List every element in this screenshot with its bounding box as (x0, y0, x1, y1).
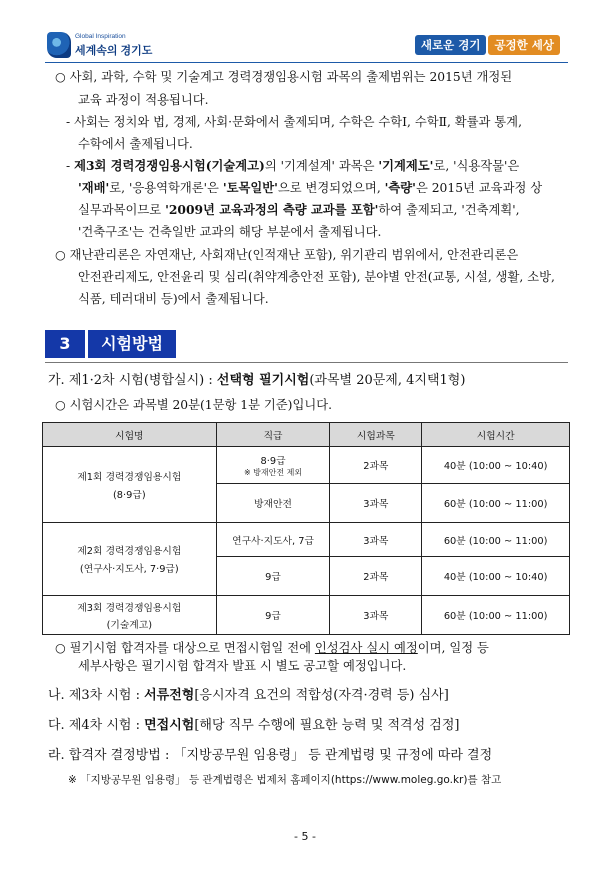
interview-note-line-2: 세부사항은 필기시험 합격자 발표 시 별도 공고할 예정입니다. (78, 659, 407, 673)
exam-name-cell: 제1회 경력경쟁임용시험 (8·9급) (43, 447, 217, 523)
col-header-time: 시험시간 (422, 423, 570, 447)
da-heading: 다. 제4차 시험 : 면접시험[해당 직무 수행에 필요한 능력 및 적격성 검정] (48, 718, 460, 733)
grade-cell: 8·9급 ※ 방재안전 제외 (216, 447, 330, 484)
emphasis-drafting: '기계제도' (378, 158, 434, 173)
na-heading: 나. 제3차 시험 : 서류전형[응시자격 요건의 적합성(자격·경력 등) 심사] (48, 688, 449, 703)
gyeonggi-logo-icon (47, 32, 71, 58)
slogan-part-a: 새로운 경기 (415, 35, 487, 55)
table-header-row (43, 423, 570, 447)
intro-line-7: 실무과목이므로 '2009년 교육과정의 측량 교과를 포함'하여 출제되고, '건축계획', (78, 202, 520, 217)
exam-time-note: ○ 시험시간은 과목별 20분(1문항 1분 기준)입니다. (55, 398, 333, 412)
intro-line-10: 안전관리제도, 안전윤리 및 심리(취약계층안전 포함), 분야별 안전(교통, 시설, 생활, 소방, (78, 270, 555, 284)
table-row (43, 447, 570, 484)
personality-test-underline: 인성검사 실시 예정 (314, 641, 418, 655)
grade-cell: 9급 (216, 596, 330, 635)
ra-heading: 라. 합격자 결정방법 : 「지방공무원 임용령」 등 관계법령 및 규정에 따라 결정 (48, 748, 493, 763)
intro-line-5: - 제3회 경력경쟁임용시험(기술계고)의 '기계설계' 과목은 '기계제도'로, '식용작물'은 (66, 158, 520, 173)
intro-line-8: '건축구조'는 건축일반 교과의 해당 부분에서 출제됩니다. (78, 225, 382, 239)
subjects-cell: 2과목 (330, 447, 422, 484)
emphasis-exam3: 제3회 경력경쟁임용시험(기술계고) (74, 158, 265, 173)
logo-tagline: Global Inspiration (75, 33, 126, 40)
intro-line-3: - 사회는 정치와 법, 경제, 사회·문화에서 출제되며, 수학은 수학Ⅰ, 수학Ⅱ, 확률과 통계, (66, 115, 522, 129)
ga-heading: 가. 제1·2차 시험(병합실시) : 선택형 필기시험(과목별 20문제, 4지택1형) (48, 373, 466, 388)
subjects-cell: 2과목 (330, 557, 422, 596)
table-row (43, 596, 570, 635)
col-header-grade: 직급 (216, 423, 330, 447)
interview-note-line-1: ○ 필기시험 합격자를 대상으로 면접시험일 전에 인성검사 실시 예정이며, 일정 등 (55, 641, 489, 655)
subjects-cell: 3과목 (330, 484, 422, 523)
exam-name-cell: 제2회 경력경쟁임용시험 (연구사·지도사, 7·9급) (43, 523, 217, 596)
col-header-subjects: 시험과목 (330, 423, 422, 447)
intro-line-2: 교육 과정이 적용됩니다. (78, 93, 209, 107)
intro-line-9: ○ 재난관리론은 자연재난, 사회재난(인적재난 포함), 위기관리 범위에서, 안전관리론은 (55, 248, 519, 262)
intro-line-4: 수학에서 출제됩니다. (78, 137, 193, 151)
section-divider (45, 362, 568, 363)
logo-title: 세계속의 경기도 (75, 45, 153, 57)
law-reference-note: ※ 「지방공무원 임용령」 등 관계법령은 법제처 홈페이지(https://www.moleg.go.kr)를 참고 (68, 774, 502, 786)
intro-line-1: ○ 사회, 과학, 수학 및 기술계고 경력경쟁임용시험 과목의 출제범위는 2015년 개정된 (55, 70, 513, 84)
intro-line-6: '재배'로, '응용역학개론'은 '토목일반'으로 변경되었으며, '측량'은 2015년 교육과정 상 (78, 180, 543, 195)
time-cell: 60분 (10:00 ~ 11:00) (422, 523, 570, 557)
gyeonggi-logo (47, 32, 162, 62)
time-cell: 60분 (10:00 ~ 11:00) (422, 484, 570, 523)
exam-schedule-table (42, 422, 570, 635)
page-number: - 5 - (294, 830, 316, 843)
time-cell: 60분 (10:00 ~ 11:00) (422, 596, 570, 635)
section-number: 3 (45, 330, 85, 358)
grade-cell: 방재안전 (216, 484, 330, 523)
subjects-cell: 3과목 (330, 523, 422, 557)
table-row (43, 523, 570, 557)
subjects-cell: 3과목 (330, 596, 422, 635)
exam-name-cell: 제3회 경력경쟁임용시험 (기술계고) (43, 596, 217, 635)
grade-cell: 연구사·지도사, 7급 (216, 523, 330, 557)
section-title: 시험방법 (88, 330, 176, 358)
time-cell: 40분 (10:00 ~ 10:40) (422, 447, 570, 484)
header-divider (45, 62, 568, 63)
intro-line-11: 식품, 테러대비 등)에서 출제됩니다. (78, 292, 269, 306)
time-cell: 40분 (10:00 ~ 10:40) (422, 557, 570, 596)
grade-cell: 9급 (216, 557, 330, 596)
slogan (415, 35, 560, 55)
col-header-exam: 시험명 (43, 423, 217, 447)
slogan-part-b: 공정한 세상 (488, 35, 560, 55)
